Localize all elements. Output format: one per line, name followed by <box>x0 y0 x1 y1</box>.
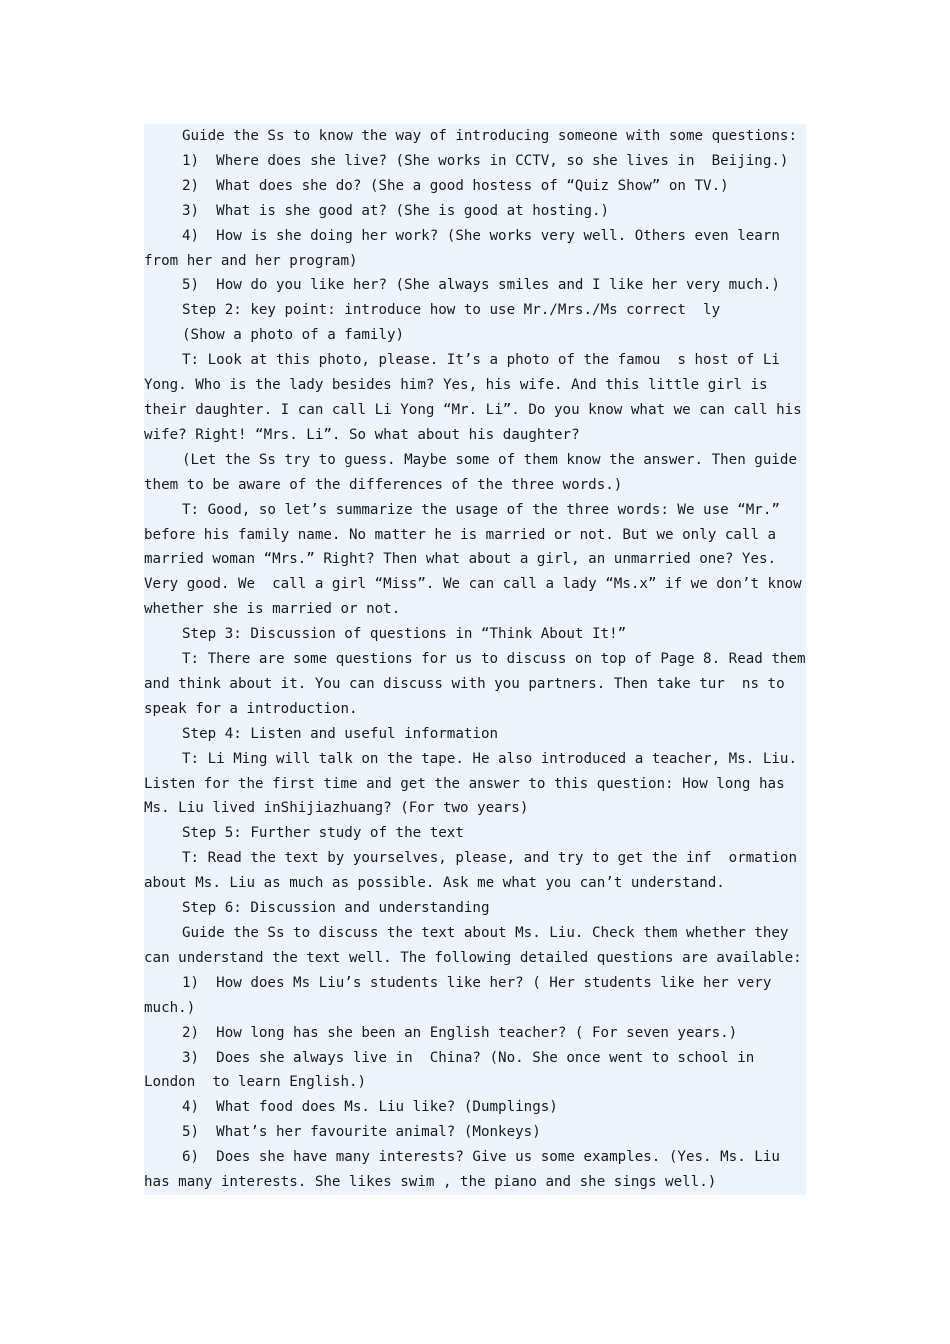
detail-question-6: 6) Does she have many interests? Give us some examples. (Yes. Ms. Liu has many interests. She likes swim , the piano and she sings well.) <box>144 1149 789 1191</box>
step-4-heading: Step 4: Listen and useful information <box>182 725 499 742</box>
paragraph-guide-questions: Guide the Ss to know the way of introducing someone with some questions: <box>182 128 797 144</box>
detail-question-1: 1) How does Ms Liu’s students like her? ( Her students like her very much.) <box>144 974 780 1016</box>
teacher-photo-dialogue: T: Look at this photo, please. It’s a photo of the famou s host of Li Yong. Who is the lady besides him? Yes, his wife. And this little girl is their daughter. I can call Li Yong “Mr. Li”. Do you know what we can call his wife? Right! “Mrs. Li”. So what about his daughter? <box>144 352 811 443</box>
step-6-heading: Step 6: Discussion and understanding <box>182 900 490 917</box>
detail-question-4: 4) What food does Ms. Liu like? (Dumplings) <box>182 1099 558 1116</box>
question-2: 2) What does she do? (She a good hostess of “Quiz Show” on TV.) <box>182 177 729 194</box>
question-1: 1) Where does she live? (She works in CCTV, so she lives in Beijing.) <box>182 152 789 169</box>
step-3-heading: Step 3: Discussion of questions in “Think About It!” <box>182 626 627 643</box>
question-4: 4) How is she doing her work? (She works very well. Others even learn from her and her program) <box>144 227 789 269</box>
lesson-text-block <box>144 124 815 1195</box>
step-2-heading: Step 2: key point: introduce how to use Mr./Mrs./Ms correct ly <box>182 302 721 319</box>
teacher-reading: T: Read the text by yourselves, please, and try to get the inf ormation about Ms. Liu as much as possible. Ask me what you can’t understand. <box>144 850 806 892</box>
question-5: 5) How do you like her? (She always smiles and I like her very much.) <box>182 277 780 294</box>
guess-instruction: (Let the Ss try to guess. Maybe some of them know the answer. Then guide them to be aware of the differences of the three words.) <box>144 451 806 493</box>
step-2-note: (Show a photo of a family) <box>182 327 405 344</box>
teacher-summary: T: Good, so let’s summarize the usage of the three words: We use “Mr.” before his family name. No matter he is married or not. But we only call a married woman “Mrs.” Right? Then what about a girl, an unmarried one? Yes. Very good. We call a girl “Miss”. We can call a lady “Ms.x” if we don’t know whether she is married or not. <box>144 501 811 618</box>
question-3: 3) What is she good at? (She is good at hosting.) <box>182 202 610 219</box>
teacher-discussion: T: There are some questions for us to discuss on top of Page 8. Read them and think about it. You can discuss with you partners. Then take tur ns to speak for a introduction. <box>144 651 815 717</box>
teacher-listening: T: Li Ming will talk on the tape. He also introduced a teacher, Ms. Liu. Listen for the first time and get the answer to this question: How long has Ms. Liu lived inShijiazhuang? (For two years) <box>144 750 806 817</box>
detail-question-2: 2) How long has she been an English teacher? ( For seven years.) <box>182 1024 738 1041</box>
step-5-heading: Step 5: Further study of the text <box>182 825 464 842</box>
guide-discussion: Guide the Ss to discuss the text about Ms. Liu. Check them whether they can understand the text well. The following detailed questions are available: <box>144 925 802 966</box>
detail-question-3: 3) Does she always live in China? (No. She once went to school in London to learn English.) <box>144 1049 772 1091</box>
detail-question-5: 5) What’s her favourite animal? (Monkeys) <box>182 1124 541 1141</box>
